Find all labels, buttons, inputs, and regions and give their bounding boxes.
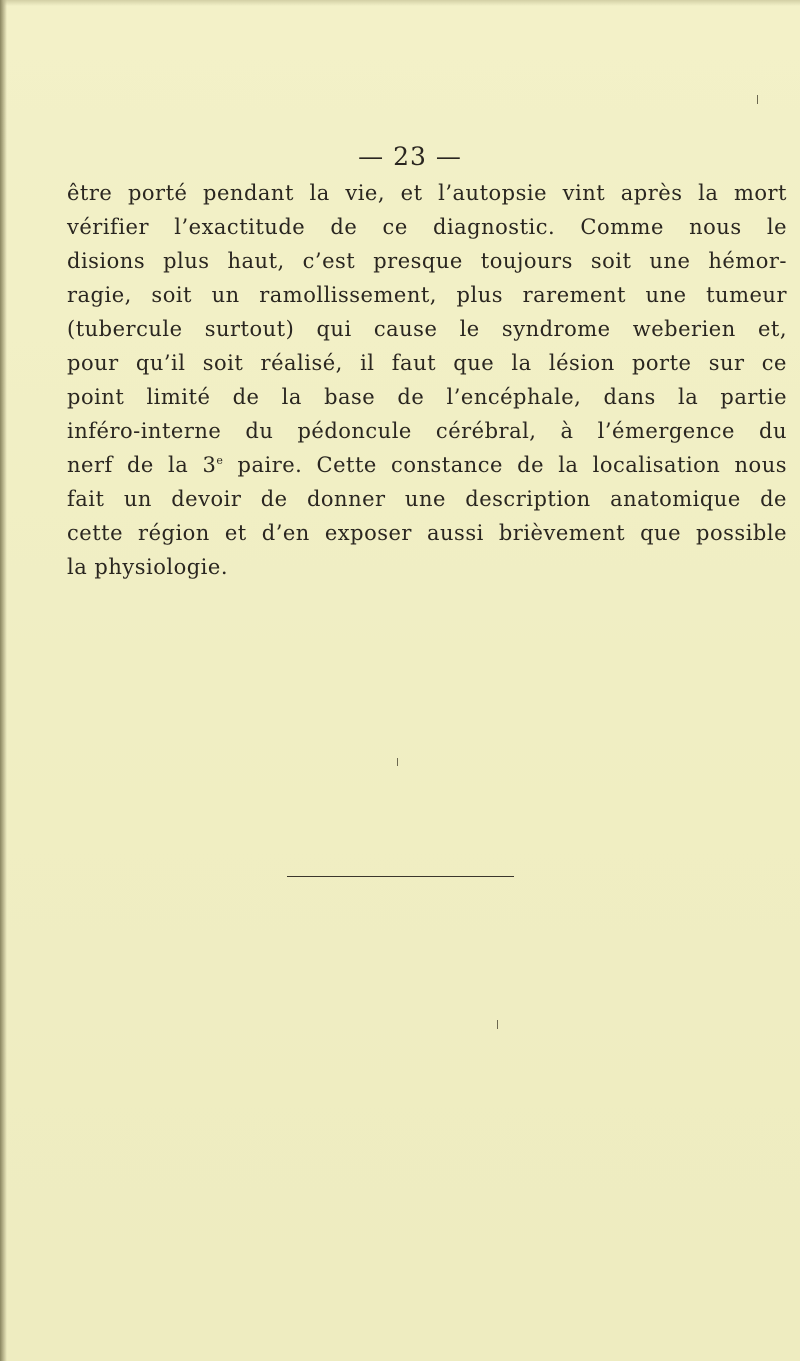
- text-line: pour qu’il soit réalisé, il faut que la lésion porte sur ce: [67, 351, 787, 375]
- text-line: ragie, soit un ramollissement, plus rarement une tumeur: [67, 283, 787, 307]
- text-line: [67, 448, 787, 482]
- text-line: fait un devoir de donner une description anatomique de: [67, 487, 787, 511]
- text-line: point limité de la base de l’encéphale, dans la partie: [67, 385, 787, 409]
- text-line: cette région et d’en exposer aussi brièvement que possible: [67, 521, 787, 545]
- paper-speck: [397, 758, 398, 766]
- ordinal-superscript: e: [216, 454, 224, 467]
- text-line: inféro-interne du pédoncule cérébral, à l’émergence du: [67, 419, 787, 443]
- text-fragment: nerf de la 3: [67, 453, 217, 477]
- page-top-shadow: [0, 0, 800, 6]
- section-rule: [287, 876, 514, 877]
- text-line: (tubercule surtout) qui cause le syndrome weberien et,: [67, 317, 787, 341]
- page-binding-edge: [0, 0, 7, 1361]
- text-line: vérifier l’exactitude de ce diagnostic. Comme nous le: [67, 215, 787, 239]
- paper-speck: [497, 1020, 498, 1029]
- body-paragraph: [67, 176, 787, 584]
- text-line: disions plus haut, c’est presque toujours soit une hémor-: [67, 249, 787, 273]
- text-line: être porté pendant la vie, et l’autopsie vint après la mort: [67, 181, 787, 205]
- text-line: la physiologie.: [67, 555, 229, 579]
- paper-speck: [757, 95, 758, 104]
- page-number: — 23 —: [358, 142, 462, 171]
- text-fragment: paire. Cette constance de la localisation nous: [223, 453, 787, 477]
